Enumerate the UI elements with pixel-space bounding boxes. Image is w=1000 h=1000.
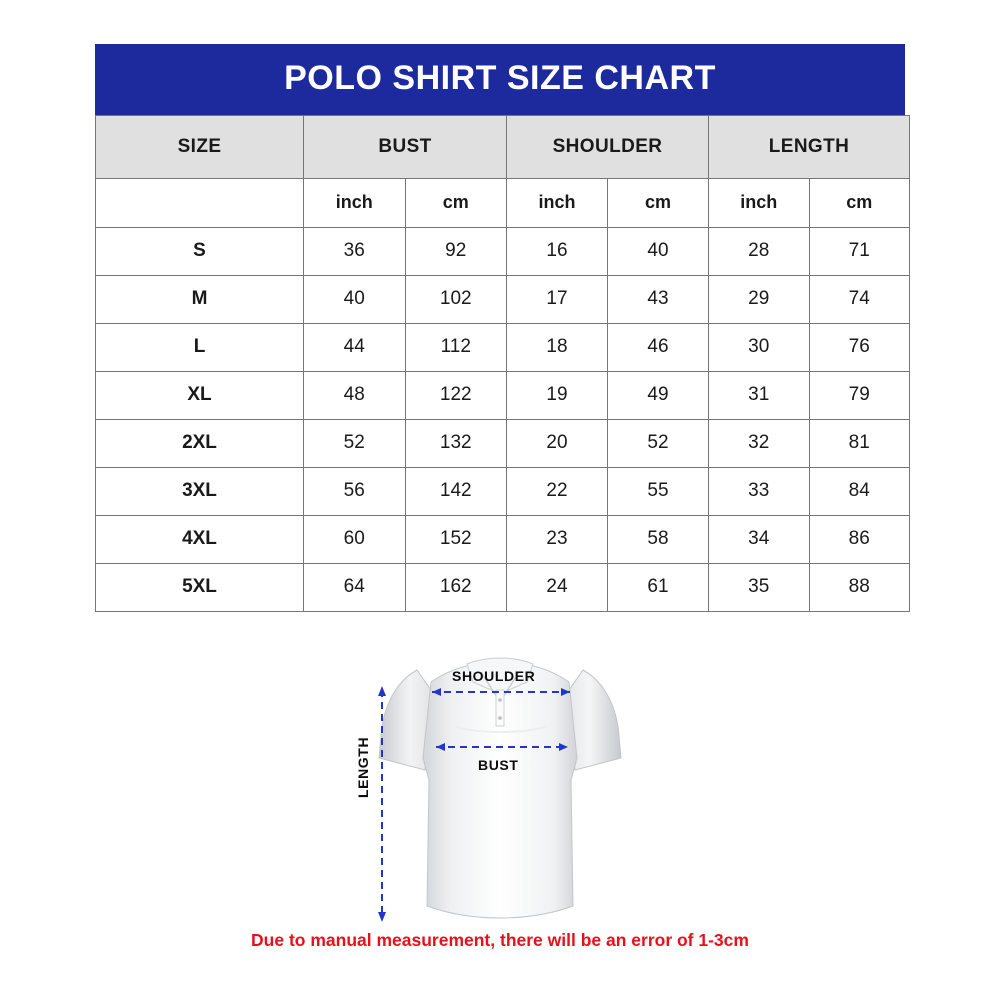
- column-header-shoulder: SHOULDER: [507, 115, 709, 178]
- row-size-label: S: [96, 227, 304, 275]
- shoulder-arrow-left-icon: [432, 688, 441, 696]
- cell-bust-inch: 48: [304, 371, 406, 419]
- column-header-bust: BUST: [304, 115, 507, 178]
- cell-shoulder-inch: 24: [507, 563, 608, 611]
- label-shoulder: SHOULDER: [452, 668, 536, 684]
- units-cell-bust-inch: inch: [304, 178, 406, 227]
- cell-shoulder-cm: 46: [608, 323, 709, 371]
- table-row: [96, 323, 910, 371]
- cell-bust-cm: 122: [405, 371, 507, 419]
- cell-shoulder-cm: 61: [608, 563, 709, 611]
- cell-shoulder-inch: 19: [507, 371, 608, 419]
- table-row: [96, 563, 910, 611]
- cell-shoulder-cm: 55: [608, 467, 709, 515]
- row-size-label: 4XL: [96, 515, 304, 563]
- cell-length-inch: 32: [709, 419, 810, 467]
- cell-bust-cm: 112: [405, 323, 507, 371]
- row-size-label: 3XL: [96, 467, 304, 515]
- cell-bust-cm: 142: [405, 467, 507, 515]
- page-title: POLO SHIRT SIZE CHART: [95, 44, 905, 115]
- cell-shoulder-cm: 49: [608, 371, 709, 419]
- table-units-row: [96, 178, 910, 227]
- units-cell-shoulder-inch: inch: [507, 178, 608, 227]
- cell-length-inch: 34: [709, 515, 810, 563]
- cell-length-cm: 81: [809, 419, 910, 467]
- table-row: [96, 227, 910, 275]
- cell-bust-inch: 36: [304, 227, 406, 275]
- units-cell-length-cm: cm: [809, 178, 910, 227]
- cell-length-inch: 29: [709, 275, 810, 323]
- cell-bust-inch: 64: [304, 563, 406, 611]
- cell-bust-cm: 162: [405, 563, 507, 611]
- cell-length-cm: 71: [809, 227, 910, 275]
- column-header-size: SIZE: [96, 115, 304, 178]
- cell-bust-inch: 56: [304, 467, 406, 515]
- cell-shoulder-inch: 17: [507, 275, 608, 323]
- table-row: [96, 419, 910, 467]
- cell-length-inch: 35: [709, 563, 810, 611]
- row-size-label: L: [96, 323, 304, 371]
- cell-shoulder-cm: 40: [608, 227, 709, 275]
- table-row: [96, 371, 910, 419]
- cell-shoulder-cm: 43: [608, 275, 709, 323]
- table-row: [96, 275, 910, 323]
- cell-shoulder-inch: 22: [507, 467, 608, 515]
- cell-shoulder-inch: 16: [507, 227, 608, 275]
- cell-length-inch: 31: [709, 371, 810, 419]
- cell-bust-inch: 52: [304, 419, 406, 467]
- cell-bust-inch: 40: [304, 275, 406, 323]
- cell-bust-cm: 132: [405, 419, 507, 467]
- cell-bust-cm: 102: [405, 275, 507, 323]
- cell-length-cm: 84: [809, 467, 910, 515]
- cell-length-inch: 30: [709, 323, 810, 371]
- table-group-header-row: [96, 115, 910, 178]
- row-size-label: M: [96, 275, 304, 323]
- cell-shoulder-inch: 20: [507, 419, 608, 467]
- cell-bust-inch: 44: [304, 323, 406, 371]
- measurement-note: Due to manual measurement, there will be an error of 1-3cm: [251, 930, 749, 950]
- cell-length-inch: 33: [709, 467, 810, 515]
- size-chart-table: [95, 115, 910, 612]
- cell-length-cm: 76: [809, 323, 910, 371]
- cell-bust-cm: 152: [405, 515, 507, 563]
- label-length: LENGTH: [355, 736, 371, 798]
- cell-bust-inch: 60: [304, 515, 406, 563]
- bust-arrow-right-icon: [559, 743, 568, 751]
- row-size-label: 2XL: [96, 419, 304, 467]
- label-bust: BUST: [478, 757, 519, 773]
- size-chart-container: [95, 44, 905, 612]
- cell-length-cm: 86: [809, 515, 910, 563]
- units-cell-shoulder-cm: cm: [608, 178, 709, 227]
- length-arrow-down-icon: [378, 912, 386, 922]
- units-cell-empty: [96, 178, 304, 227]
- measurement-illustration: [0, 620, 1000, 950]
- units-cell-bust-cm: cm: [405, 178, 507, 227]
- units-cell-length-inch: inch: [709, 178, 810, 227]
- cell-shoulder-cm: 58: [608, 515, 709, 563]
- column-header-length: LENGTH: [709, 115, 910, 178]
- row-size-label: 5XL: [96, 563, 304, 611]
- cell-length-cm: 79: [809, 371, 910, 419]
- cell-shoulder-cm: 52: [608, 419, 709, 467]
- cell-length-inch: 28: [709, 227, 810, 275]
- shoulder-arrow-right-icon: [561, 688, 570, 696]
- row-size-label: XL: [96, 371, 304, 419]
- cell-shoulder-inch: 23: [507, 515, 608, 563]
- cell-bust-cm: 92: [405, 227, 507, 275]
- cell-length-cm: 74: [809, 275, 910, 323]
- cell-shoulder-inch: 18: [507, 323, 608, 371]
- table-row: [96, 515, 910, 563]
- table-row: [96, 467, 910, 515]
- cell-length-cm: 88: [809, 563, 910, 611]
- length-arrow-up-icon: [378, 686, 386, 696]
- bust-arrow-left-icon: [436, 743, 445, 751]
